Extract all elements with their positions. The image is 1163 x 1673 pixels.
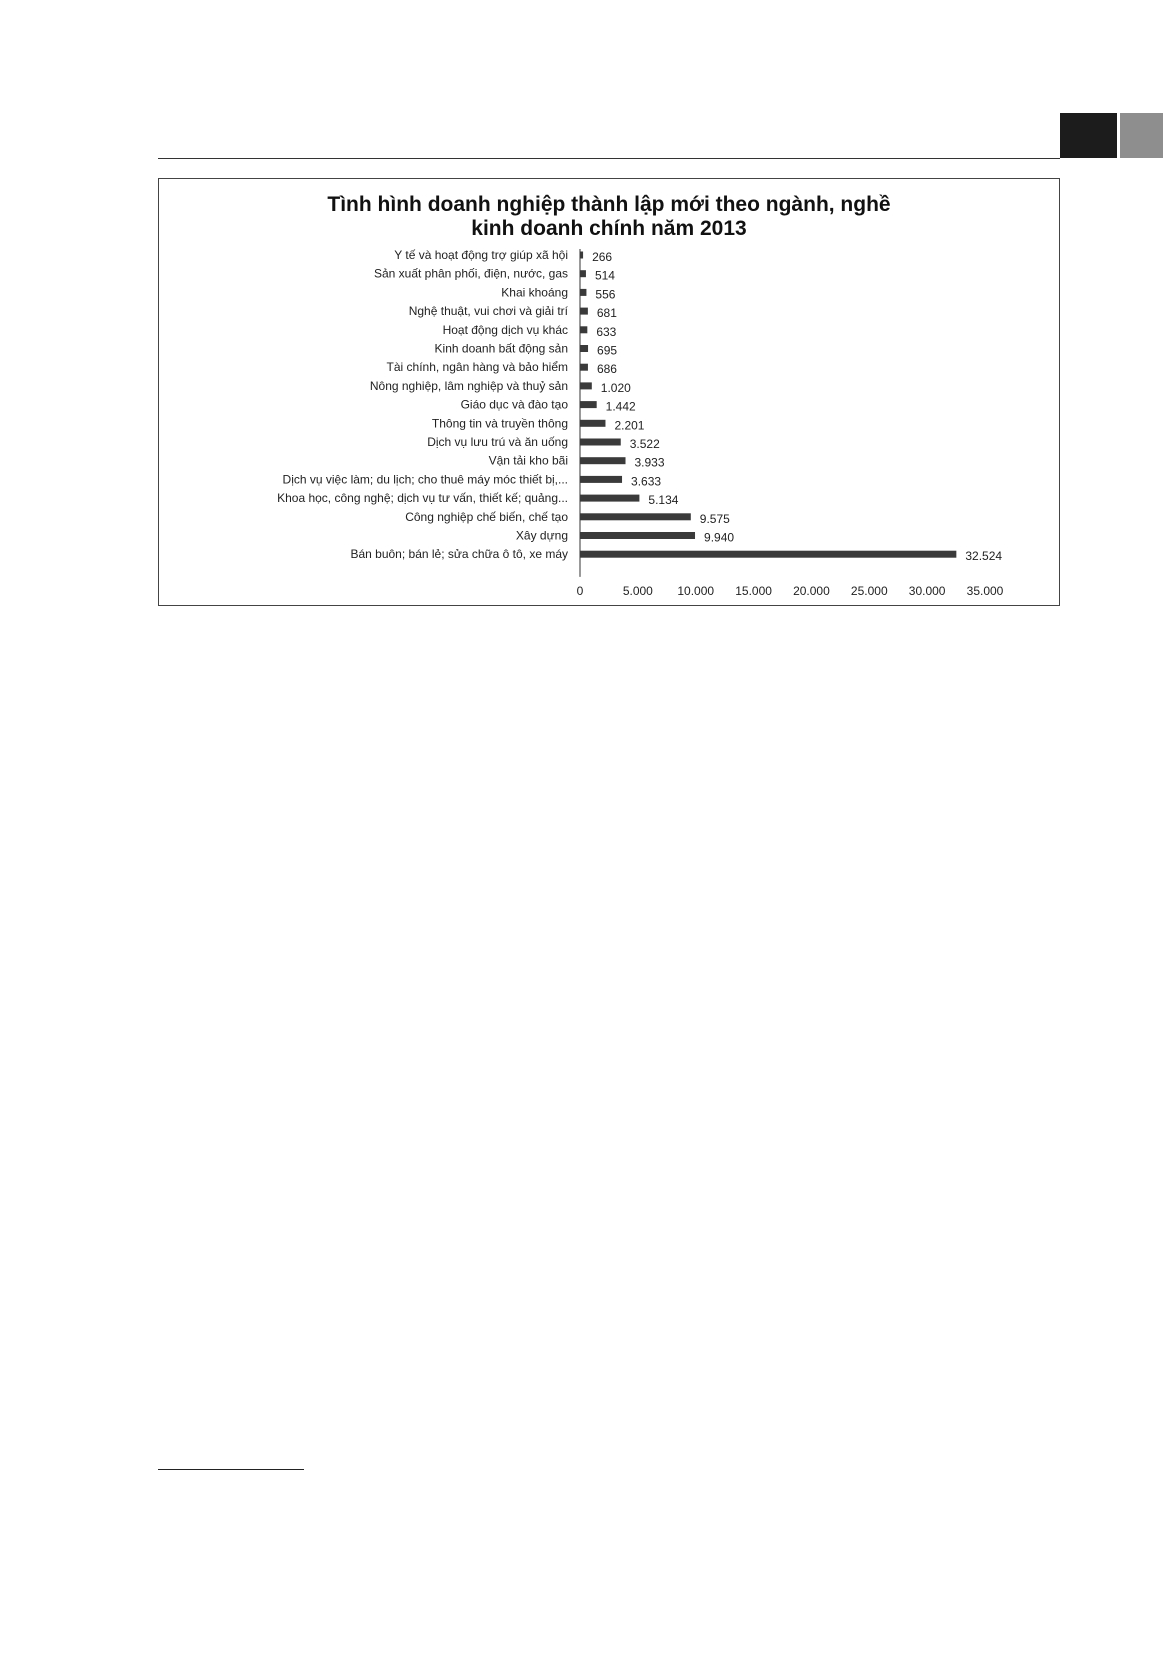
category-label: Nông nghiệp, lâm nghiệp và thuỷ sản <box>369 378 568 393</box>
bar-chart <box>159 179 1059 605</box>
data-label: 1.442 <box>605 399 636 414</box>
x-tick-label: 35.000 <box>966 583 1004 598</box>
x-tick-label: 10.000 <box>677 583 715 598</box>
category-label: Giáo dục và đào tạo <box>460 397 568 412</box>
data-label: 514 <box>594 268 615 283</box>
data-label: 686 <box>596 362 617 377</box>
category-label: Y tế và hoạt động trợ giúp xã hội <box>394 248 568 262</box>
bar <box>580 364 588 371</box>
category-label: Tài chính, ngân hàng và bảo hiểm <box>386 360 568 375</box>
category-label: Vận tải kho bãi <box>488 453 568 468</box>
data-label: 3.633 <box>631 474 662 489</box>
category-label: Kinh doanh bất động sản <box>434 341 568 356</box>
category-label: Dịch vụ việc làm; du lịch; cho thuê máy móc thiết bị,... <box>282 472 568 487</box>
bar <box>580 439 621 446</box>
bar <box>580 308 588 315</box>
bar <box>580 326 587 333</box>
bar <box>580 270 586 277</box>
category-label: Xây dựng <box>515 528 568 543</box>
plot-area <box>277 248 1004 598</box>
category-label: Sản xuất phân phối, điện, nước, gas <box>373 266 568 281</box>
x-tick-label: 25.000 <box>850 583 888 598</box>
header-rule <box>158 158 1060 159</box>
category-label: Thông tin và truyền thông <box>431 416 568 431</box>
category-label: Hoạt động dịch vụ khác <box>442 322 568 337</box>
chart-frame <box>158 178 1060 606</box>
bar <box>580 457 626 464</box>
data-label: 556 <box>595 287 616 302</box>
bar <box>580 551 956 558</box>
bar <box>580 401 597 408</box>
data-label: 266 <box>592 250 613 264</box>
x-tick-label: 30.000 <box>908 583 946 598</box>
data-label: 9.940 <box>704 530 735 545</box>
header-tab-gray <box>1120 113 1163 158</box>
data-label: 3.933 <box>634 455 665 470</box>
footnote-rule <box>158 1469 304 1470</box>
category-label: Bán buôn; bán lẻ; sửa chữa ô tô, xe máy <box>350 547 568 562</box>
chart-title-line2: kinh doanh chính năm 2013 <box>471 217 747 240</box>
bar <box>580 513 691 520</box>
x-tick-label: 5.000 <box>622 583 653 598</box>
x-tick-label: 0 <box>576 583 584 598</box>
bar <box>580 345 588 352</box>
data-label: 695 <box>597 343 618 358</box>
data-label: 681 <box>596 306 617 321</box>
data-label: 633 <box>596 324 617 339</box>
data-label: 1.020 <box>600 380 631 395</box>
category-label: Dịch vụ lưu trú và ăn uống <box>427 435 568 449</box>
data-label: 9.575 <box>699 511 730 526</box>
bar <box>580 289 586 296</box>
bar <box>580 420 605 427</box>
data-label: 2.201 <box>614 418 645 433</box>
x-tick-label: 20.000 <box>793 583 830 598</box>
bar <box>580 476 622 483</box>
bar <box>580 382 592 389</box>
category-label: Khoa học, công nghệ; dịch vụ tư vấn, thiết kế; quảng... <box>277 491 568 506</box>
x-tick-label: 15.000 <box>735 583 772 598</box>
data-label: 32.524 <box>965 549 1003 564</box>
data-label: 3.522 <box>629 437 660 451</box>
chart-title-line1: Tình hình doanh nghiệp thành lập mới theo ngành, nghề <box>327 193 891 216</box>
data-label: 5.134 <box>648 493 679 508</box>
category-label: Nghệ thuật, vui chơi và giải trí <box>408 304 568 319</box>
bar <box>580 495 639 502</box>
bar <box>580 252 583 259</box>
category-label: Công nghiệp chế biến, chế tạo <box>405 509 568 524</box>
bar <box>580 532 695 539</box>
category-label: Khai khoáng <box>501 285 568 300</box>
header-tab-dark <box>1060 113 1117 158</box>
